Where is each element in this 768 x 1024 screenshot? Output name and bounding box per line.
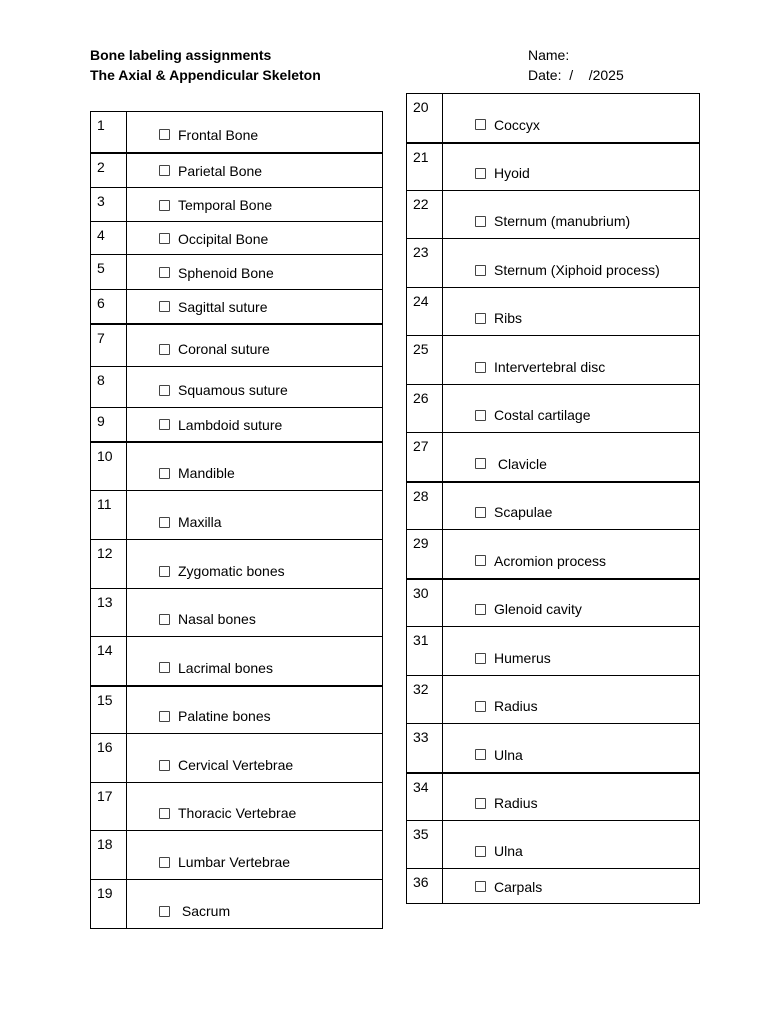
bone-number: 36	[407, 869, 443, 904]
bone-item-cell	[127, 442, 383, 491]
bone-item-cell	[127, 686, 383, 734]
checkbox[interactable]	[159, 233, 170, 244]
checkbox[interactable]	[159, 808, 170, 819]
checkbox[interactable]	[159, 906, 170, 917]
bone-item-cell	[443, 627, 700, 676]
bone-number: 13	[91, 589, 127, 637]
bone-row	[407, 288, 700, 336]
bone-number: 9	[91, 408, 127, 442]
bone-item-cell	[127, 290, 383, 324]
bone-label: Humerus	[494, 650, 551, 666]
bone-number: 1	[91, 112, 127, 153]
checkbox[interactable]	[159, 468, 170, 479]
checkbox[interactable]	[475, 881, 486, 892]
right-bone-table	[406, 93, 700, 904]
checkbox[interactable]	[475, 265, 486, 276]
bone-label: Occipital Bone	[178, 230, 269, 247]
bone-item-cell	[127, 880, 383, 929]
checkbox[interactable]	[159, 662, 170, 673]
bone-row	[91, 637, 383, 686]
bone-label: Cervical Vertebrae	[178, 757, 294, 773]
bone-label: Palatine bones	[178, 708, 271, 724]
bone-item-cell	[443, 94, 700, 143]
bone-item-cell	[127, 188, 383, 222]
checkbox[interactable]	[475, 168, 486, 179]
bone-row	[91, 290, 383, 324]
bone-row	[407, 239, 700, 288]
checkbox[interactable]	[159, 165, 170, 176]
bone-number: 28	[407, 482, 443, 530]
bone-item-cell	[127, 734, 383, 783]
bone-row	[407, 94, 700, 143]
bone-label: Parietal Bone	[178, 162, 263, 179]
bone-number: 22	[407, 191, 443, 239]
bone-row	[91, 589, 383, 637]
checkbox[interactable]	[475, 362, 486, 373]
bone-number: 8	[91, 367, 127, 408]
bone-row	[407, 821, 700, 869]
bone-number: 29	[407, 530, 443, 579]
bone-row	[407, 482, 700, 530]
bone-number: 12	[91, 540, 127, 589]
bone-label: Ulna	[494, 746, 523, 763]
bone-number: 26	[407, 385, 443, 433]
bone-row	[407, 191, 700, 239]
bone-item-cell	[443, 482, 700, 530]
bone-number: 11	[91, 491, 127, 540]
checkbox[interactable]	[159, 267, 170, 278]
bone-label: Maxilla	[178, 514, 222, 530]
bone-number: 21	[407, 143, 443, 191]
assignment-subtitle: The Axial & Appendicular Skeleton	[90, 67, 321, 83]
bone-number: 17	[91, 783, 127, 831]
bone-label: Zygomatic bones	[178, 563, 285, 579]
bone-item-cell	[127, 112, 383, 153]
bone-item-cell	[127, 783, 383, 831]
bone-number: 5	[91, 255, 127, 290]
bone-item-cell	[127, 153, 383, 188]
checkbox[interactable]	[475, 798, 486, 809]
bone-label: Ribs	[494, 310, 523, 326]
bone-label: Coccyx	[494, 116, 540, 133]
bone-item-cell	[127, 491, 383, 540]
bone-number: 4	[91, 222, 127, 255]
bone-row	[91, 112, 383, 153]
bone-row	[91, 831, 383, 880]
bone-item-cell	[127, 367, 383, 408]
bone-label: Ulna	[494, 843, 523, 859]
bone-item-cell	[443, 385, 700, 433]
bone-label: Lacrimal bones	[178, 659, 273, 676]
bone-label: Sternum (Xiphoid process)	[494, 262, 660, 278]
bone-label: Frontal Bone	[178, 126, 259, 143]
bone-label: Scapulae	[494, 504, 553, 520]
bone-number: 3	[91, 188, 127, 222]
bone-item-cell	[127, 222, 383, 255]
bone-item-cell	[443, 773, 700, 821]
bone-row	[407, 627, 700, 676]
bone-item-cell	[127, 540, 383, 589]
checkbox[interactable]	[159, 711, 170, 722]
bone-row	[407, 724, 700, 773]
bone-item-cell	[127, 408, 383, 442]
checkbox[interactable]	[159, 129, 170, 140]
bone-label: Lumbar Vertebrae	[178, 854, 291, 870]
checkbox[interactable]	[475, 846, 486, 857]
bone-row	[91, 783, 383, 831]
bone-row	[407, 676, 700, 724]
bone-row	[91, 153, 383, 188]
bone-row	[407, 433, 700, 482]
bone-item-cell	[443, 143, 700, 191]
bone-number: 7	[91, 324, 127, 367]
bone-row	[91, 491, 383, 540]
bone-item-cell	[127, 255, 383, 290]
bone-label: Glenoid cavity	[494, 601, 582, 617]
checkbox[interactable]	[159, 760, 170, 771]
bone-row	[91, 222, 383, 255]
bone-label: Coronal suture	[178, 341, 270, 357]
checkbox[interactable]	[159, 200, 170, 211]
bone-row	[91, 442, 383, 491]
bone-number: 25	[407, 336, 443, 385]
bone-label: Hyoid	[494, 165, 530, 181]
bone-row	[91, 686, 383, 734]
bone-number: 16	[91, 734, 127, 783]
checkbox[interactable]	[475, 555, 486, 566]
bone-number: 27	[407, 433, 443, 482]
checkbox[interactable]	[475, 604, 486, 615]
bone-number: 24	[407, 288, 443, 336]
bone-label: Carpals	[494, 878, 543, 895]
checkbox[interactable]	[475, 701, 486, 712]
bone-number: 30	[407, 579, 443, 627]
checkbox[interactable]	[159, 419, 170, 430]
checkbox[interactable]	[159, 301, 170, 312]
bone-label: Sacrum	[178, 903, 231, 919]
bone-number: 23	[407, 239, 443, 288]
bone-label: Intervertebral disc	[494, 359, 606, 375]
checkbox[interactable]	[159, 517, 170, 528]
bone-item-cell	[127, 324, 383, 367]
checkbox[interactable]	[475, 653, 486, 664]
bone-number: 20	[407, 94, 443, 143]
bone-label: Nasal bones	[178, 611, 256, 627]
bone-number: 34	[407, 773, 443, 821]
bone-row	[91, 324, 383, 367]
bone-item-cell	[443, 336, 700, 385]
bone-item-cell	[127, 589, 383, 637]
bone-number: 35	[407, 821, 443, 869]
bone-label: Clavicle	[494, 455, 547, 472]
bone-item-cell	[443, 869, 700, 904]
bone-number: 32	[407, 676, 443, 724]
checkbox[interactable]	[475, 458, 486, 469]
bone-label: Radius	[494, 795, 538, 811]
bone-item-cell	[443, 579, 700, 627]
bone-number: 2	[91, 153, 127, 188]
bone-label: Acromion process	[494, 552, 607, 569]
bone-number: 6	[91, 290, 127, 324]
checkbox[interactable]	[159, 614, 170, 625]
bone-item-cell	[443, 288, 700, 336]
bone-label: Sternum (manubrium)	[494, 213, 631, 229]
checkbox[interactable]	[475, 749, 486, 760]
checkbox[interactable]	[159, 344, 170, 355]
bone-row	[91, 540, 383, 589]
bone-number: 10	[91, 442, 127, 491]
bone-row	[407, 385, 700, 433]
bone-row	[91, 255, 383, 290]
bone-number: 15	[91, 686, 127, 734]
bone-number: 14	[91, 637, 127, 686]
bone-item-cell	[443, 239, 700, 288]
bone-number: 33	[407, 724, 443, 773]
bone-row	[91, 880, 383, 929]
checkbox[interactable]	[159, 857, 170, 868]
bone-row	[407, 336, 700, 385]
bone-item-cell	[127, 831, 383, 880]
bone-label: Mandible	[178, 465, 235, 481]
bone-row	[407, 530, 700, 579]
bone-label: Temporal Bone	[178, 197, 273, 213]
bone-row	[91, 734, 383, 783]
date-label: Date: / /2025	[528, 67, 624, 83]
bone-label: Sphenoid Bone	[178, 264, 274, 281]
bone-label: Squamous suture	[178, 382, 288, 398]
bone-number: 31	[407, 627, 443, 676]
checkbox[interactable]	[159, 566, 170, 577]
left-bone-table	[90, 111, 383, 929]
bone-row	[91, 408, 383, 442]
name-label: Name:	[528, 47, 570, 63]
bone-label: Radius	[494, 698, 538, 714]
checkbox[interactable]	[159, 385, 170, 396]
checkbox[interactable]	[475, 216, 486, 227]
bone-item-cell	[443, 191, 700, 239]
bone-row	[407, 773, 700, 821]
assignment-title: Bone labeling assignments	[90, 47, 272, 63]
bone-label: Sagittal suture	[178, 298, 268, 315]
bone-row	[407, 579, 700, 627]
bone-item-cell	[127, 637, 383, 686]
bone-item-cell	[443, 724, 700, 773]
bone-label: Thoracic Vertebrae	[178, 805, 297, 821]
bone-row	[407, 869, 700, 904]
bone-row	[91, 188, 383, 222]
checkbox[interactable]	[475, 507, 486, 518]
bone-label: Lambdoid suture	[178, 416, 283, 433]
checkbox[interactable]	[475, 410, 486, 421]
bone-item-cell	[443, 433, 700, 482]
bone-row	[407, 143, 700, 191]
checkbox[interactable]	[475, 119, 486, 130]
bone-number: 18	[91, 831, 127, 880]
bone-item-cell	[443, 821, 700, 869]
bone-item-cell	[443, 530, 700, 579]
bone-row	[91, 367, 383, 408]
bone-item-cell	[443, 676, 700, 724]
bone-number: 19	[91, 880, 127, 929]
checkbox[interactable]	[475, 313, 486, 324]
bone-label: Costal cartilage	[494, 407, 591, 423]
